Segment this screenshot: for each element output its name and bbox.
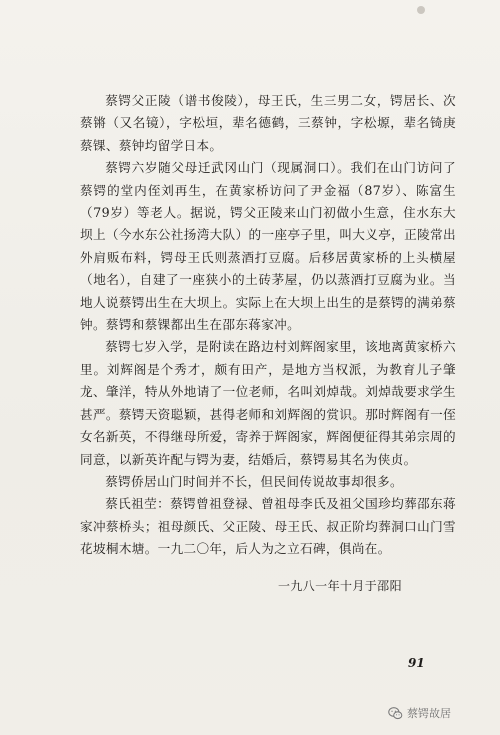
signature-date: 一九八一年十月于邵阳 xyxy=(277,579,402,593)
page-number: 91 xyxy=(408,656,425,670)
body-text xyxy=(80,90,456,561)
wechat-icon xyxy=(388,706,403,721)
paragraph-schooling: 蔡锷七岁入学，是附读在路边村刘辉阁家里，该地离黄家桥六里。刘辉阁是个秀才，颇有田产，是地方当权派，为教育儿子肇龙、肇洋，特从外地请了一位老师，名叫刘焯哉。刘焯哉要求学生甚严。蔡锷天资聪颖，甚得老师和刘辉阁的赏识。那时辉阁有一侄女名新英，不得继母所爱，寄养于辉阁家，辉阁便征得其弟宗周的同意，以新英许配与锷为妻，结婚后，蔡锷易其名为侠贞。 xyxy=(80,339,456,467)
paragraph-migration: 蔡锷六岁随父母迁武冈山门（现属洞口）。我们在山门访问了蔡锷的堂内侄刘再生，在黄家桥访问了尹金福（87岁）、陈富生（79岁）等老人。据说，锷父正陵来山门初做小生意，住水东大坝上（今水东公社扬湾大队）的一座亭子里，叫大义亭，正陵常出外肩贩布料，锷母王氏则蒸酒打豆腐。后移居黄家桥的上头横屋（地名），自建了一座狭小的土砖茅屋，仍以蒸酒打豆腐为业。当地人说蔡锷出生在大坝上。实际上在大坝上出生的是蔡锷的满弟蔡钟。蔡锷和蔡锞都出生在邵东蒋家冲。 xyxy=(80,160,456,333)
paragraph-family: 蔡锷父正陵（谱书俊陵），母王氏，生三男二女，锷居长、次蔡锵（又名镜），字松垣，辈名德鹤，三蔡钟，字松塬，辈名锜庚蔡锞、蔡钟均留学日本。 xyxy=(80,93,456,153)
watermark xyxy=(388,705,451,721)
paragraph-legends: 蔡锷侨居山门时间并不长，但民间传说故事却很多。 xyxy=(105,473,403,489)
paragraph-ancestral-graves: 蔡氏祖茔：蔡锷曾祖登禄、曾祖母李氏及祖父国珍均葬邵东蒋家冲蔡桥头；祖母颜氏、父正陵、母王氏、叔正阶均葬洞口山门雪花坡桐木塘。一九二〇年，后人为之立石碑，俱尚在。 xyxy=(80,496,456,557)
watermark-label: 蔡锷故居 xyxy=(407,707,451,720)
scan-speck xyxy=(417,6,425,14)
